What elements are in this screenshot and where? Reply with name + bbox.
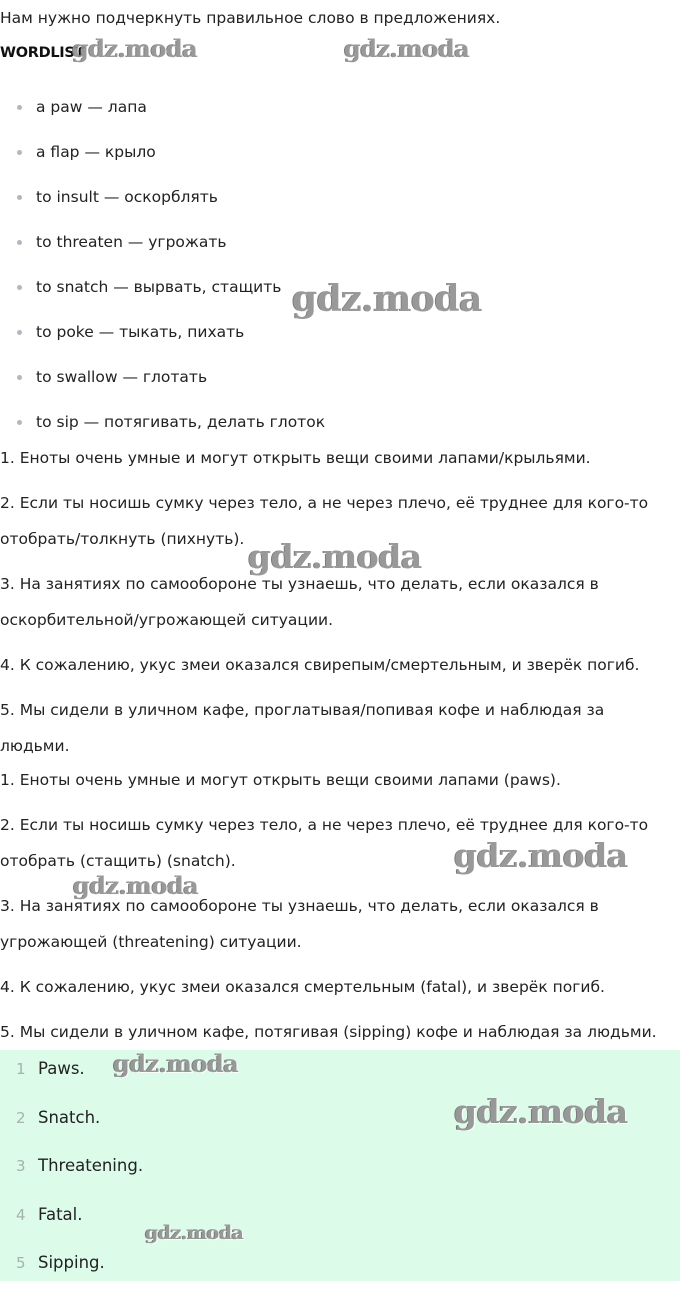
- bullet-dot-icon: [17, 330, 22, 335]
- watermark: gdz.moda: [292, 278, 482, 320]
- solved-sentence-3: [0, 888, 680, 960]
- bullet-dot-icon: [17, 285, 22, 290]
- bullet-dot-icon: [17, 375, 22, 380]
- sentence-line: 4. К сожалению, укус змеи оказался свирепым/смертельным, и зверёк погиб.: [0, 656, 640, 674]
- watermark: gdz.moda: [113, 1049, 239, 1078]
- sentence-line: угрожающей (threatening) ситуации.: [0, 933, 302, 951]
- sentence-line: 1. Еноты очень умные и могут открыть вещи своими лапами (paws).: [0, 771, 561, 789]
- wordlist-item-text: a paw — лапа: [36, 98, 147, 116]
- wordlist-item: [0, 276, 325, 321]
- wordlist-item: [0, 366, 325, 411]
- solved-sentence-5: [0, 1014, 680, 1050]
- bullet-dot-icon: [17, 420, 22, 425]
- sentence-line: 3. На занятиях по самообороне ты узнаешь, что делать, если оказался в: [0, 897, 599, 915]
- solved-sentence-2: [0, 807, 680, 879]
- watermark: gdz.moda: [248, 537, 422, 576]
- sentence-line: 2. Если ты носишь сумку через тело, а не через плечо, её труднее для кого-то: [0, 816, 649, 834]
- answer-text: Fatal.: [38, 1204, 83, 1224]
- sentence-line: 3. На занятиях по самообороне ты узнаешь, что делать, если оказался в: [0, 575, 599, 593]
- watermark: gdz.moda: [73, 871, 199, 900]
- sentence-line: 5. Мы сидели в уличном кафе, проглатывая/попивая кофе и наблюдая за: [0, 701, 605, 719]
- wordlist-item: [0, 186, 325, 231]
- task-sentence-4: [0, 647, 680, 683]
- solved-sentence-1: [0, 762, 680, 798]
- wordlist-item-text: to insult — оскорблять: [36, 188, 218, 206]
- task-sentence-3: [0, 566, 680, 638]
- wordlist: [0, 96, 325, 456]
- task-sentences: [0, 440, 680, 773]
- sentence-line: оскорбительной/угрожающей ситуации.: [0, 611, 334, 629]
- wordlist-item-text: to threaten — угрожать: [36, 233, 227, 251]
- watermark: gdz.moda: [454, 836, 628, 875]
- answer-text: Paws.: [38, 1059, 85, 1078]
- watermark: gdz.moda: [145, 1222, 244, 1244]
- solved-sentence-4: [0, 969, 680, 1005]
- wordlist-item-text: to poke — тыкать, пихать: [36, 323, 245, 341]
- wordlist-item-text: to snatch — вырвать, стащить: [36, 278, 282, 296]
- wordlist-item-text: to sip — потягивать, делать глоток: [36, 413, 326, 431]
- wordlist-item: [0, 231, 325, 276]
- watermark: gdz.moda: [72, 34, 198, 63]
- sentence-line: людьми.: [0, 737, 70, 755]
- sentence-line: отобрать/толкнуть (пихнуть).: [0, 530, 245, 548]
- sentence-line: 1. Еноты очень умные и могут открыть вещи своими лапами/крыльями.: [0, 449, 591, 467]
- intro-text: Нам нужно подчеркнуть правильное слово в предложениях.: [0, 9, 501, 27]
- answer-number: 3: [16, 1157, 26, 1175]
- wordlist-item: [0, 141, 325, 186]
- answer-number: 2: [16, 1108, 26, 1127]
- bullet-dot-icon: [17, 240, 22, 245]
- answer-number: 1: [16, 1060, 26, 1078]
- sentence-line: 2. Если ты носишь сумку через тело, а не через плечо, её труднее для кого-то: [0, 494, 649, 512]
- wordlist-item: [0, 96, 325, 141]
- sentence-line: 5. Мы сидели в уличном кафе, потягивая (sipping) кофе и наблюдая за людьми.: [0, 1023, 657, 1041]
- answer-text: Snatch.: [38, 1107, 101, 1127]
- wordlist-item-text: to swallow — глотать: [36, 368, 208, 386]
- sentence-line: 4. К сожалению, укус змеи оказался смертельным (fatal), и зверёк погиб.: [0, 978, 605, 996]
- wordlist-item: [0, 321, 325, 366]
- task-sentence-1: [0, 440, 680, 476]
- watermark: gdz.moda: [454, 1092, 628, 1131]
- answer-number: 5: [16, 1254, 26, 1272]
- task-sentence-5: [0, 692, 680, 764]
- answer-text: Sipping.: [38, 1253, 105, 1272]
- wordlist-title: WORDLIST: [0, 45, 85, 61]
- watermark: gdz.moda: [344, 34, 470, 63]
- wordlist-item-text: a flap — крыло: [36, 143, 156, 161]
- sentence-line: отобрать (стащить) (snatch).: [0, 852, 236, 870]
- bullet-dot-icon: [17, 105, 22, 110]
- answer-box: [0, 1050, 680, 1281]
- task-sentence-2: [0, 485, 680, 557]
- bullet-dot-icon: [17, 150, 22, 155]
- bullet-dot-icon: [17, 195, 22, 200]
- answer-text: Threatening.: [38, 1156, 144, 1175]
- solved-sentences: [0, 762, 680, 1059]
- answer-number: 4: [16, 1205, 26, 1224]
